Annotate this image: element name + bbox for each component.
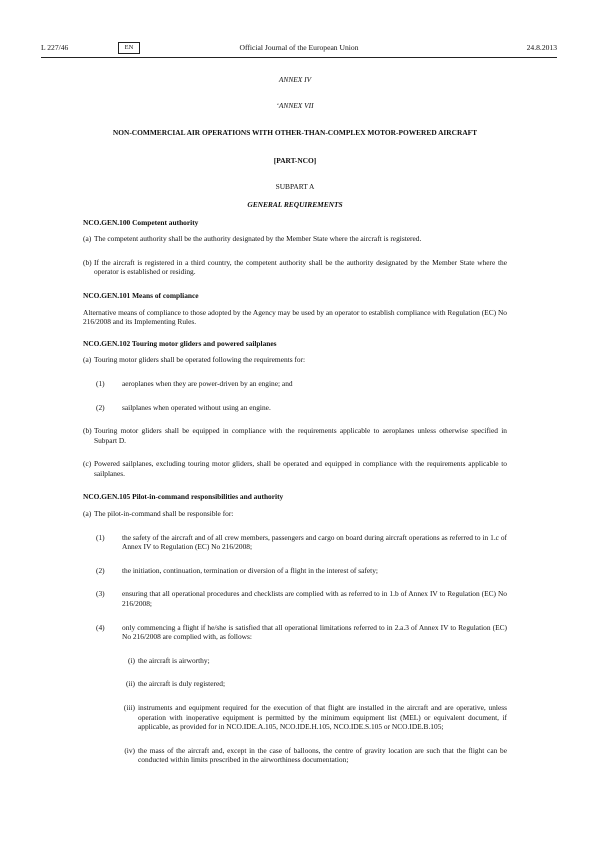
item-text: aeroplanes when they are power-driven by an engine; and (122, 378, 293, 388)
list-item (122, 679, 507, 689)
item-text: If the aircraft is registered in a third country, the competent authority shall be the authority designated by the Member State where the operator is established or residing. (94, 257, 507, 277)
section-heading-gen105: NCO.GEN.105 Pilot-in-command responsibilities and authority (83, 492, 284, 502)
part-label: [PART-NCO] (273, 155, 317, 165)
item-text: only commencing a flight if he/she is satisfied that all operational limitations referred to in 2.a.3 of Annex IV to Regulation (EC) No 216/2008 are complied with, as follows: (122, 622, 507, 642)
list-item (83, 355, 507, 365)
item-text: ensuring that all operational procedures and checklists are complied with as referred to in 1.b of Annex IV to Regulation (EC) No 216/2008; (122, 589, 507, 609)
list-item (83, 234, 507, 244)
list-item (122, 656, 507, 666)
item-label: (ii) (125, 679, 135, 689)
item-label: (4) (96, 622, 105, 632)
item-label: (3) (96, 589, 105, 599)
annex-label: ANNEX IV (278, 75, 312, 84)
list-item (96, 379, 507, 389)
document-body (83, 75, 507, 779)
list-item (83, 459, 507, 478)
paragraph: Alternative means of compliance to those adopted by the Agency may be used by an operator to establish compliance with Regulation (EC) No 216/2008 and its Implementing Rules. (83, 307, 507, 327)
item-text: Touring motor gliders shall be equipped in compliance with the requirements applicable to aeroplanes unless otherwise specified in Subpart D. (94, 426, 507, 445)
section-heading-gen100: NCO.GEN.100 Competent authority (83, 217, 199, 227)
item-label: (i) (128, 655, 135, 665)
section-heading-gen101: NCO.GEN.101 Means of compliance (83, 290, 199, 300)
item-text: the initiation, continuation, termination or diversion of a flight in the interest of safety; (122, 565, 378, 575)
item-text: the aircraft is airworthy; (138, 655, 210, 665)
item-label: (c) (83, 459, 92, 469)
item-label: (2) (96, 402, 105, 412)
journal-title: Official Journal of the European Union (239, 43, 359, 52)
section-heading-gen102: NCO.GEN.102 Touring motor gliders and powered sailplanes (83, 338, 277, 348)
language-badge: EN (118, 42, 140, 54)
annex-vii-label: ‘ANNEX VII (276, 100, 314, 110)
item-label: (a) (83, 509, 92, 519)
list-item (122, 746, 507, 765)
list-item (96, 623, 507, 642)
item-text: Touring motor gliders shall be operated following the requirements for: (94, 355, 306, 365)
item-text: Powered sailplanes, excluding touring motor gliders, shall be operated and equipped in compliance with the requirements applicable to sailplanes. (94, 459, 507, 478)
item-label: (a) (83, 234, 92, 244)
page-reference: L 227/46 (41, 43, 69, 52)
item-label: (iv) (124, 745, 135, 755)
item-label: (b) (83, 257, 92, 267)
list-item (83, 509, 507, 519)
item-text: the aircraft is duly registered; (138, 679, 226, 689)
list-item (83, 426, 507, 445)
item-label: (b) (83, 426, 92, 436)
document-title: NON-COMMERCIAL AIR OPERATIONS WITH OTHER-THAN-COMPLEX MOTOR-POWERED AIRCRAFT (112, 128, 478, 138)
publication-date: 24.8.2013 (526, 43, 557, 52)
list-item (96, 533, 507, 552)
item-label: (2) (96, 565, 105, 575)
item-text: the mass of the aircraft and, except in the case of balloons, the centre of gravity location are such that the flight can be conducted within limits prescribed in the airworthiness documentation; (138, 745, 507, 765)
list-item (83, 258, 507, 277)
item-text: sailplanes when operated without using an engine. (122, 402, 271, 412)
list-item (96, 403, 507, 413)
item-text: The pilot-in-command shall be responsible for: (94, 509, 234, 519)
item-text: the safety of the aircraft and of all crew members, passengers and cargo on board during aircraft operations as referred to in 1.c of Annex IV to Regulation (EC) No 216/2008; (122, 532, 507, 552)
list-item (96, 589, 507, 608)
item-text: The competent authority shall be the authority designated by the Member State where the aircraft is registered. (94, 234, 422, 244)
header-divider (41, 57, 557, 58)
item-label: (a) (83, 355, 92, 365)
subpart-label: SUBPART A (275, 182, 315, 192)
list-item (96, 566, 507, 576)
item-label: (iii) (123, 703, 135, 712)
item-text: instruments and equipment required for the execution of that flight are installed in the aircraft and are operative, unless operation with inoperative equipment is permitted by the minimum equipment list (MEL) or equivalent document, if applicable, as provided for in NCO.IDE.A.105, NCO.IDE.H.105, NCO.IDE.S.105 or NCO.IDE.B.105; (138, 703, 507, 732)
list-item (122, 703, 507, 732)
page-header (41, 41, 557, 55)
item-label: (1) (96, 378, 105, 388)
item-label: (1) (96, 532, 105, 542)
subpart-title: GENERAL REQUIREMENTS (247, 199, 343, 209)
